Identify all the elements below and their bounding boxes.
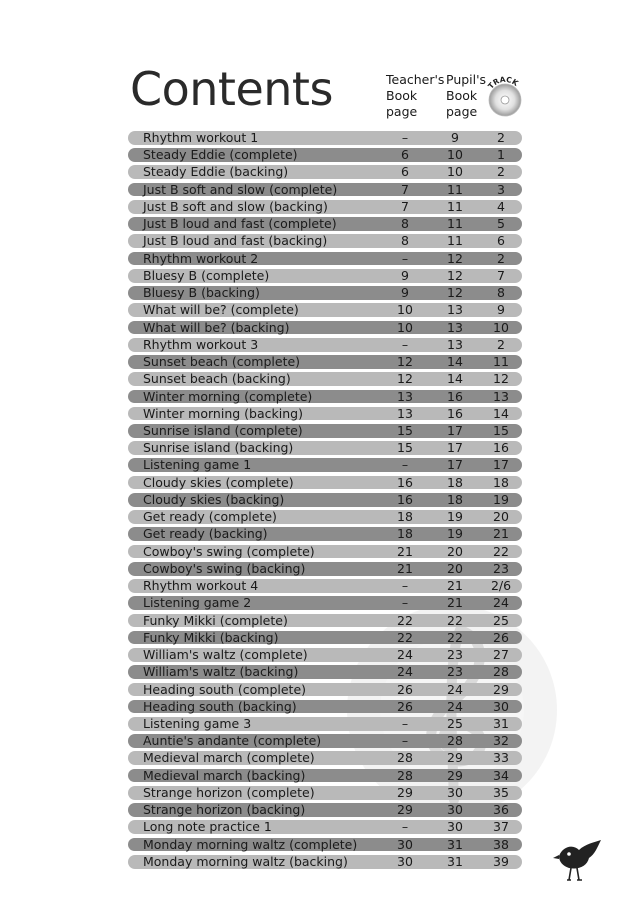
table-row [128, 424, 522, 438]
track-number: 15 [493, 422, 509, 438]
table-row [128, 148, 522, 162]
table-row [128, 269, 522, 283]
track-number: 24 [493, 595, 509, 611]
table-row [128, 407, 522, 421]
row-title: Funky Mikki (complete) [143, 612, 288, 628]
track-number: 27 [493, 647, 509, 663]
track-number: 39 [493, 853, 509, 869]
row-title: Steady Eddie (backing) [143, 164, 289, 180]
table-row [128, 286, 522, 300]
pupil-book-page: 11 [447, 198, 463, 214]
table-row [128, 355, 522, 369]
track-number: 26 [493, 629, 509, 645]
track-number: 31 [493, 715, 509, 731]
track-number: 36 [493, 802, 509, 818]
row-title: Strange horizon (complete) [143, 784, 315, 800]
teacher-book-page: 15 [397, 422, 413, 438]
track-number: 6 [497, 233, 505, 249]
pupil-book-page: 22 [447, 612, 463, 628]
track-number: 18 [493, 474, 509, 490]
track-number: 13 [493, 388, 509, 404]
pupil-book-page-header: Pupil's Book page [446, 72, 487, 119]
pupil-book-page: 23 [447, 664, 463, 680]
pupil-book-page: 11 [447, 181, 463, 197]
track-number: 32 [493, 733, 509, 749]
row-title: What will be? (backing) [143, 319, 290, 335]
teacher-book-page: 8 [401, 216, 409, 232]
teacher-book-page: 28 [397, 767, 413, 783]
row-title: Listening game 3 [143, 715, 252, 731]
track-number: 33 [493, 750, 509, 766]
pupil-book-page: 16 [447, 405, 463, 421]
track-number: 12 [493, 371, 509, 387]
teacher-book-page: 10 [397, 319, 413, 335]
row-title: Sunrise island (backing) [143, 440, 294, 456]
teacher-book-page: 29 [397, 802, 413, 818]
teacher-book-page: 18 [397, 526, 413, 542]
table-row [128, 665, 522, 679]
row-title: Monday morning waltz (backing) [143, 853, 348, 869]
teacher-book-page: 9 [401, 267, 409, 283]
pupil-book-page: 11 [447, 233, 463, 249]
track-number: 1 [497, 147, 505, 163]
pupil-book-page: 17 [447, 422, 463, 438]
teacher-book-page: – [401, 336, 409, 352]
pupil-book-page: 10 [447, 147, 463, 163]
pupil-book-page: 12 [447, 250, 463, 266]
teacher-book-page: 26 [397, 698, 413, 714]
row-title: What will be? (complete) [143, 302, 299, 318]
row-title: Just B soft and slow (backing) [143, 198, 328, 214]
track-number: 4 [497, 198, 505, 214]
track-number: 19 [493, 491, 509, 507]
teacher-book-page: 12 [397, 371, 413, 387]
track-number: 14 [493, 405, 509, 421]
pupil-book-page: 18 [447, 491, 463, 507]
track-number: 35 [493, 784, 509, 800]
bird-icon [553, 836, 605, 884]
table-row [128, 545, 522, 559]
table-row [128, 751, 522, 765]
track-number: 22 [493, 543, 509, 559]
table-row [128, 390, 522, 404]
pupil-book-page: 29 [447, 750, 463, 766]
track-number: 16 [493, 440, 509, 456]
row-title: Just B soft and slow (complete) [143, 181, 338, 197]
row-title: Cowboy's swing (complete) [143, 543, 315, 559]
pupil-book-page: 28 [447, 733, 463, 749]
row-title: Get ready (complete) [143, 509, 277, 525]
track-number: 8 [497, 285, 505, 301]
teacher-book-page: 21 [397, 560, 413, 576]
row-title: Heading south (complete) [143, 681, 307, 697]
pupil-book-page: 13 [447, 302, 463, 318]
track-number: 17 [493, 457, 509, 473]
row-title: Listening game 1 [143, 457, 252, 473]
table-row [128, 683, 522, 697]
table-row [128, 372, 522, 386]
row-title: Rhythm workout 3 [143, 336, 259, 352]
teacher-book-page: – [401, 733, 409, 749]
track-number: 37 [493, 819, 509, 835]
table-row [128, 631, 522, 645]
row-title: Sunset beach (complete) [143, 354, 301, 370]
table-row [128, 510, 522, 524]
table-row [128, 803, 522, 817]
row-title: Listening game 2 [143, 595, 252, 611]
teacher-book-page: – [401, 130, 409, 145]
teacher-book-page: 24 [397, 647, 413, 663]
pupil-book-page: 12 [447, 267, 463, 283]
teacher-book-page: 16 [397, 491, 413, 507]
pupil-book-page: 17 [447, 457, 463, 473]
track-number: 3 [497, 181, 505, 197]
table-row [128, 769, 522, 783]
track-number: 23 [493, 560, 509, 576]
track-number: 10 [493, 319, 509, 335]
row-title: Just B loud and fast (complete) [143, 216, 337, 232]
table-row [128, 596, 522, 610]
teacher-book-page: – [401, 578, 409, 594]
teacher-book-page: 28 [397, 750, 413, 766]
pupil-book-page: 9 [451, 130, 459, 145]
pupil-book-page: 31 [447, 853, 463, 869]
teacher-book-page: 30 [397, 853, 413, 869]
pupil-book-page: 20 [447, 543, 463, 559]
table-row [128, 165, 522, 179]
teacher-book-page: 18 [397, 509, 413, 525]
table-row [128, 614, 522, 628]
teacher-book-page: 7 [401, 198, 409, 214]
track-number: 2 [497, 250, 505, 266]
teacher-book-page: 22 [397, 629, 413, 645]
track-number: 21 [493, 526, 509, 542]
pupil-book-page: 14 [447, 371, 463, 387]
pupil-book-page: 14 [447, 354, 463, 370]
row-title: Steady Eddie (complete) [143, 147, 298, 163]
table-row [128, 476, 522, 490]
table-row [128, 648, 522, 662]
track-number: 38 [493, 836, 509, 852]
track-number: 2 [497, 336, 505, 352]
pupil-book-page: 19 [447, 509, 463, 525]
pupil-book-page: 29 [447, 767, 463, 783]
table-row [128, 562, 522, 576]
row-title: Medieval march (complete) [143, 750, 315, 766]
table-row [128, 252, 522, 266]
row-title: Cloudy skies (backing) [143, 491, 285, 507]
pupil-book-page: 13 [447, 336, 463, 352]
row-title: William's waltz (backing) [143, 664, 299, 680]
cd-icon [484, 76, 526, 118]
teacher-book-page: – [401, 250, 409, 266]
teacher-book-page: – [401, 819, 409, 835]
pupil-book-page: 30 [447, 802, 463, 818]
track-number: 11 [493, 354, 509, 370]
track-number: 30 [493, 698, 509, 714]
row-title: Bluesy B (backing) [143, 285, 260, 301]
track-number: 34 [493, 767, 509, 783]
row-title: Long note practice 1 [143, 819, 272, 835]
table-row [128, 338, 522, 352]
table-row [128, 234, 522, 248]
table-row [128, 321, 522, 335]
pupil-book-page: 30 [447, 819, 463, 835]
teacher-book-page: 6 [401, 164, 409, 180]
teacher-book-page: 10 [397, 302, 413, 318]
teacher-book-page-header: Teacher's Book page [386, 72, 445, 119]
row-title: Rhythm workout 1 [143, 130, 259, 145]
row-title: William's waltz (complete) [143, 647, 308, 663]
teacher-book-page: 22 [397, 612, 413, 628]
table-row [128, 786, 522, 800]
row-title: Medieval march (backing) [143, 767, 306, 783]
row-title: Rhythm workout 2 [143, 250, 259, 266]
track-number: 2 [497, 130, 505, 145]
teacher-book-page: – [401, 595, 409, 611]
track-number: 5 [497, 216, 505, 232]
pupil-book-page: 19 [447, 526, 463, 542]
page-title: Contents [130, 62, 333, 116]
pupil-book-page: 21 [447, 595, 463, 611]
row-title: Cloudy skies (complete) [143, 474, 294, 490]
teacher-book-page: 6 [401, 147, 409, 163]
pupil-book-page: 21 [447, 578, 463, 594]
pupil-book-page: 24 [447, 698, 463, 714]
teacher-book-page: 15 [397, 440, 413, 456]
pupil-book-page: 31 [447, 836, 463, 852]
track-number: 2/6 [490, 578, 512, 594]
table-row [128, 303, 522, 317]
pupil-book-page: 10 [447, 164, 463, 180]
contents-table [128, 131, 522, 872]
teacher-book-page: – [401, 715, 409, 731]
pupil-book-page: 23 [447, 647, 463, 663]
table-row [128, 441, 522, 455]
pupil-book-page: 20 [447, 560, 463, 576]
table-row [128, 458, 522, 472]
table-row [128, 183, 522, 197]
row-title: Heading south (backing) [143, 698, 297, 714]
teacher-book-page: 21 [397, 543, 413, 559]
row-title: Sunrise island (complete) [143, 422, 303, 438]
row-title: Rhythm workout 4 [143, 578, 259, 594]
row-title: Bluesy B (complete) [143, 267, 270, 283]
pupil-book-page: 30 [447, 784, 463, 800]
teacher-book-page: 16 [397, 474, 413, 490]
row-title: Just B loud and fast (backing) [143, 233, 328, 249]
teacher-book-page: – [401, 457, 409, 473]
table-row [128, 700, 522, 714]
table-row [128, 493, 522, 507]
teacher-book-page: 13 [397, 388, 413, 404]
table-row [128, 131, 522, 145]
table-row [128, 217, 522, 231]
track-number: 7 [497, 267, 505, 283]
teacher-book-page: 13 [397, 405, 413, 421]
pupil-book-page: 16 [447, 388, 463, 404]
track-label: TRACK [486, 76, 520, 91]
track-number: 29 [493, 681, 509, 697]
track-number: 28 [493, 664, 509, 680]
teacher-book-page: 12 [397, 354, 413, 370]
table-row [128, 717, 522, 731]
track-number: 2 [497, 164, 505, 180]
row-title: Funky Mikki (backing) [143, 629, 279, 645]
pupil-book-page: 12 [447, 285, 463, 301]
teacher-book-page: 29 [397, 784, 413, 800]
teacher-book-page: 24 [397, 664, 413, 680]
table-row [128, 734, 522, 748]
row-title: Cowboy's swing (backing) [143, 560, 306, 576]
row-title: Winter morning (complete) [143, 388, 313, 404]
track-number: 9 [497, 302, 505, 318]
row-title: Auntie's andante (complete) [143, 733, 322, 749]
pupil-book-page: 11 [447, 216, 463, 232]
row-title: Strange horizon (backing) [143, 802, 306, 818]
table-row [128, 820, 522, 834]
row-title: Get ready (backing) [143, 526, 268, 542]
table-row [128, 527, 522, 541]
pupil-book-page: 17 [447, 440, 463, 456]
teacher-book-page: 7 [401, 181, 409, 197]
row-title: Sunset beach (backing) [143, 371, 291, 387]
track-number: 20 [493, 509, 509, 525]
pupil-book-page: 13 [447, 319, 463, 335]
table-row [128, 200, 522, 214]
pupil-book-page: 25 [447, 715, 463, 731]
table-row [128, 855, 522, 869]
teacher-book-page: 8 [401, 233, 409, 249]
track-number: 25 [493, 612, 509, 628]
teacher-book-page: 26 [397, 681, 413, 697]
teacher-book-page: 30 [397, 836, 413, 852]
pupil-book-page: 22 [447, 629, 463, 645]
row-title: Winter morning (backing) [143, 405, 303, 421]
row-title: Monday morning waltz (complete) [143, 836, 358, 852]
pupil-book-page: 24 [447, 681, 463, 697]
teacher-book-page: 9 [401, 285, 409, 301]
table-row [128, 838, 522, 852]
table-row [128, 579, 522, 593]
pupil-book-page: 18 [447, 474, 463, 490]
